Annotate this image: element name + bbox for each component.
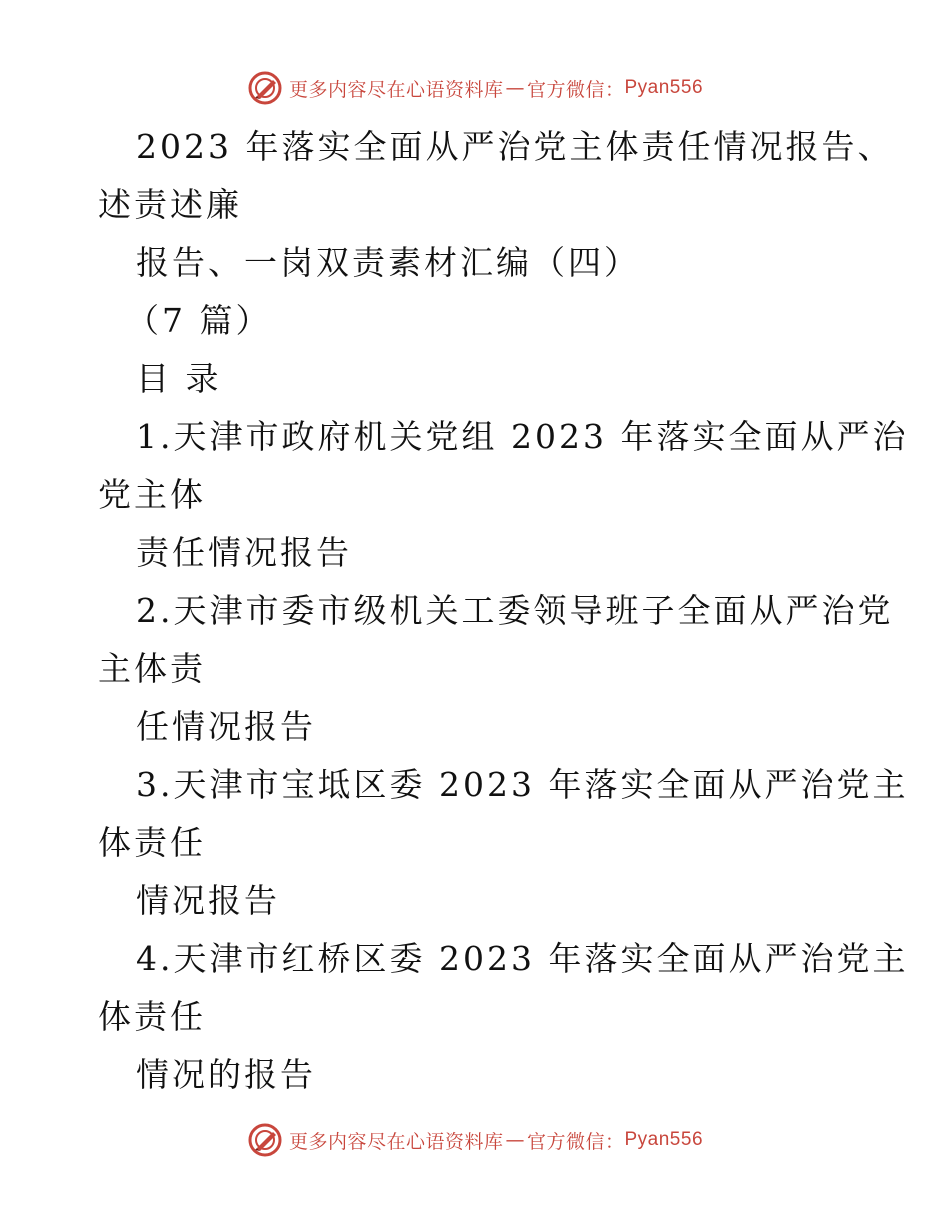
toc-entry-line-3: 责任情况报告 <box>136 533 352 572</box>
pen-logo-icon <box>247 70 283 106</box>
toc-entry <box>98 408 909 582</box>
watermark-dash: — <box>505 1129 525 1151</box>
watermark-header <box>0 68 950 108</box>
toc-heading: 目 录 <box>136 359 222 398</box>
toc-entry-line-1: 2.天津市委市级机关工委领导班子全面从严治党 <box>136 591 894 630</box>
doc-title-line-1: 2023 年落实全面从严治党主体责任情况报告、 <box>136 127 894 166</box>
toc-entry <box>98 756 909 930</box>
toc-entry-line-3: 情况报告 <box>136 881 280 920</box>
pen-logo-icon <box>247 1122 283 1158</box>
doc-title-line-3: 报告、一岗双责素材汇编（四） <box>136 243 640 282</box>
toc-entry-line-2: 党主体 <box>98 475 206 514</box>
toc-entry-line-2: 体责任 <box>98 823 206 862</box>
watermark-brand: 更多内容尽在心语资料库 <box>288 1130 504 1153</box>
toc-entry-line-1: 1.天津市政府机关党组 2023 年落实全面从严治 <box>136 417 909 456</box>
watermark-dash: — <box>505 77 525 99</box>
watermark-brand: 更多内容尽在心语资料库 <box>288 78 504 101</box>
watermark-wechat-id: Pyan556 <box>624 77 704 98</box>
toc-entry-line-3: 任情况报告 <box>136 707 316 746</box>
document-body <box>98 118 909 1104</box>
watermark-wechat-id: Pyan556 <box>624 1129 704 1150</box>
watermark-wechat-label: 官方微信： <box>526 78 625 101</box>
watermark-footer <box>0 1120 950 1160</box>
doc-title-line-2: 述责述廉 <box>98 185 242 224</box>
toc-entry-line-3: 情况的报告 <box>136 1055 316 1094</box>
watermark-wechat-label: 官方微信： <box>526 1130 625 1153</box>
doc-count: （7 篇） <box>126 301 272 340</box>
toc-entry <box>98 930 909 1104</box>
toc-entry-line-1: 3.天津市宝坻区委 2023 年落实全面从严治党主 <box>136 765 909 804</box>
toc-entry-line-2: 体责任 <box>98 997 206 1036</box>
toc-entry-line-1: 4.天津市红桥区委 2023 年落实全面从严治党主 <box>136 939 909 978</box>
toc-entry-line-2: 主体责 <box>98 649 206 688</box>
toc-entry <box>98 582 894 756</box>
